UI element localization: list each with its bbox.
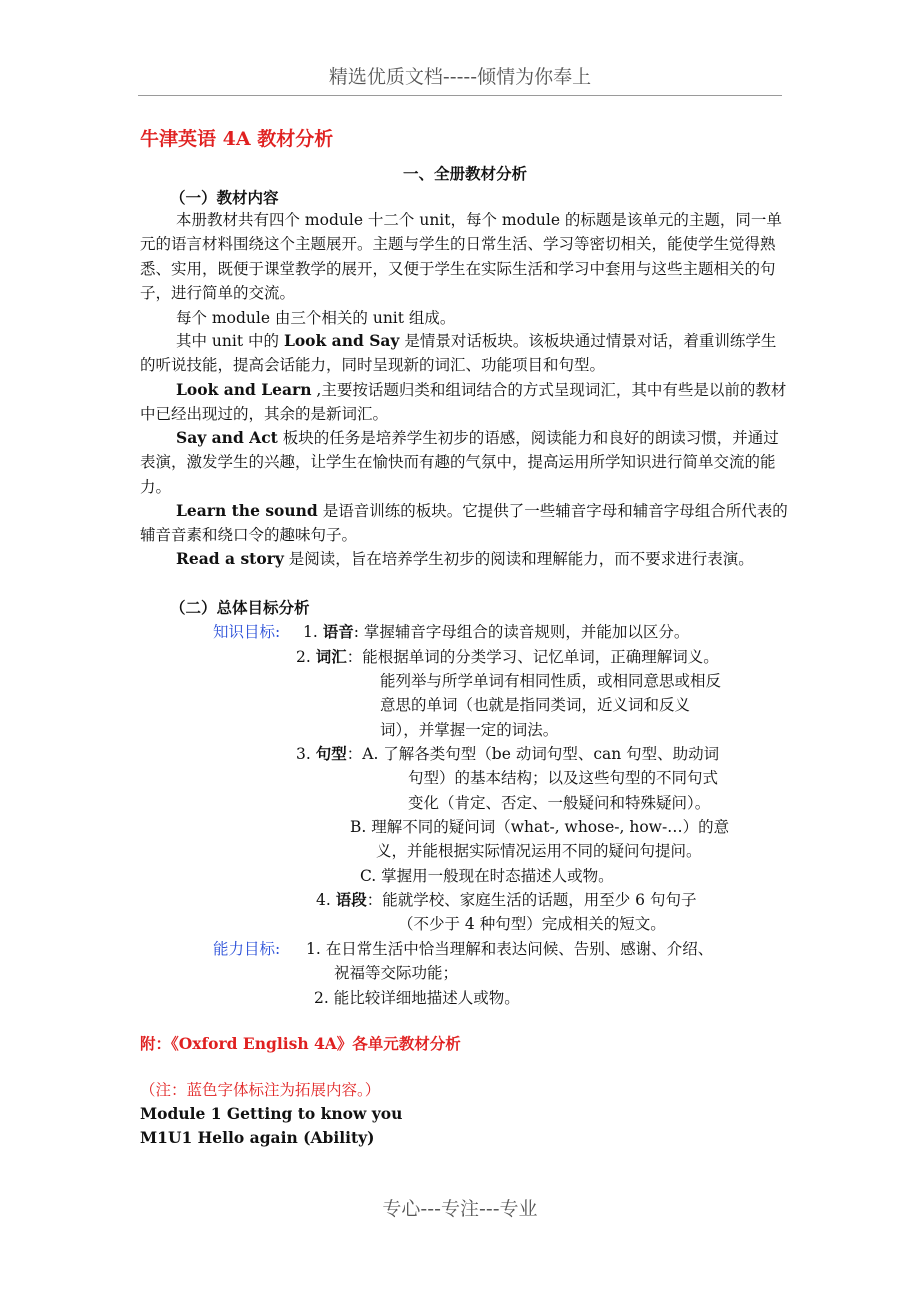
goal-term: 语段 (335, 890, 367, 909)
goal-text: 词），并掌握一定的词法。 (380, 721, 559, 739)
goal-text: （不少于 4 种句型）完成相关的短文。 (398, 915, 666, 933)
goal-text: B. 理解不同的疑问词（what-, whose-, how-…）的意 (350, 818, 730, 836)
page-header: 精选优质文档-----倾情为你奉上 (328, 66, 592, 88)
paragraph-text: 是语音训练的板块。它提供了一些辅音字母和辅音字母组合所代表的辅音音素和绕口令的趣味句子。 (140, 502, 788, 545)
paragraph: 本册教材共有四个 module 十二个 unit，每个 module 的标题是该单元的主题，同一单元的语言材料围绕这个主题展开。主题与学生的日常生活、学习等密切相关，能使学生觉得熟悉、实用，既便于课堂教学的展开，又便于学生在实际生活和学习中套用与这些主题相关的句子，进行简单的交流。 (140, 211, 782, 302)
page-footer: 专心---专注---专业 (382, 1198, 538, 1220)
goal-item (303, 620, 689, 642)
header-divider (138, 95, 782, 96)
goal-text: 变化（肯定、否定、一般疑问和特殊疑问）。 (408, 794, 711, 812)
paragraph-text: 是阅读，旨在培养学生初步的阅读和理解能力，而不要求进行表演。 (283, 550, 754, 568)
goal-text: 句型）的基本结构；以及这些句型的不同句式 (408, 769, 719, 787)
knowledge-goals-label: 知识目标: (213, 623, 281, 641)
section-name: Say and Act (176, 428, 278, 447)
goal-text: C. 掌握用一般现在时态描述人或物。 (360, 867, 614, 885)
goal-text: : 掌握辅音字母组合的读音规则，并能加以区分。 (353, 623, 690, 641)
paragraph-text: ,主要按话题归类和组词结合的方式呈现词汇，其中有些是以前的教材中已经出现过的，其余的是新词汇。 (140, 381, 787, 424)
goal-term: 句型 (315, 744, 347, 763)
goal-text: 意思的单词（也就是指同类词，近义词和反义 (380, 696, 691, 714)
goal-item (316, 888, 696, 910)
subsection-title: （二）总体目标分析 (170, 598, 310, 617)
unit-heading: M1U1 Hello again (Ability) (140, 1128, 375, 1147)
goal-item (296, 742, 719, 764)
goal-text: 祝福等交际功能； (334, 964, 459, 982)
module-heading: Module 1 Getting to know you (140, 1104, 403, 1123)
paragraph (140, 547, 790, 571)
section-name: Look and Learn (176, 380, 312, 399)
paragraph (140, 329, 790, 378)
note-text: （注：蓝色字体标注为拓展内容。） (140, 1081, 381, 1099)
paragraph-text: 其中 unit 中的 (176, 332, 284, 350)
section-title: 一、全册教材分析 (402, 164, 527, 183)
goal-text: 2. 能比较详细地描述人或物。 (314, 989, 520, 1007)
ability-goals-label: 能力目标: (213, 940, 281, 958)
document-title: 牛津英语 4A 教材分析 (140, 128, 334, 150)
item-number: 2. (296, 648, 311, 666)
goal-item (296, 645, 719, 667)
item-number: 1. (303, 623, 318, 641)
item-number: 4. (316, 891, 331, 909)
paragraph (140, 378, 790, 427)
appendix-title: 附：《Oxford English 4A》各单元教材分析 (140, 1034, 461, 1053)
goal-text: ：能就学校、家庭生活的话题，用至少 6 句句子 (366, 891, 697, 909)
paragraph-text: 板块的任务是培养学生初步的语感，阅读能力和良好的朗读习惯，并通过表演，激发学生的兴趣，让学生在愉快而有趣的气氛中，提高运用所学知识进行简单交流的能力。 (140, 429, 779, 496)
paragraph (140, 499, 790, 548)
paragraph (140, 426, 790, 499)
subsection-title: （一）教材内容 (170, 188, 279, 207)
goal-text: ：能根据单词的分类学习、记忆单词，正确理解词义。 (346, 648, 719, 666)
goal-term: 语音 (322, 622, 354, 641)
goal-term: 词汇 (315, 647, 347, 666)
paragraph-text: 是情景对话板块。该板块通过情景对话，着重训练学生的听说技能，提高会话能力，同时呈现新的词汇、功能项目和句型。 (140, 332, 777, 375)
paragraph: 每个 module 由三个相关的 unit 组成。 (176, 309, 456, 327)
section-name: Look and Say (283, 331, 400, 350)
section-name: Learn the sound (176, 501, 318, 520)
goal-text: 能列举与所学单词有相同性质，或相同意思或相反 (380, 672, 722, 690)
item-number: 3. (296, 745, 311, 763)
goal-text: ：A. 了解各类句型（be 动词句型、can 句型、助动词 (346, 745, 720, 763)
goal-text: 1. 在日常生活中恰当理解和表达问候、告别、感谢、介绍、 (306, 940, 714, 958)
goal-text: 义，并能根据实际情况运用不同的疑问句提问。 (376, 842, 702, 860)
section-name: Read a story (176, 549, 284, 568)
